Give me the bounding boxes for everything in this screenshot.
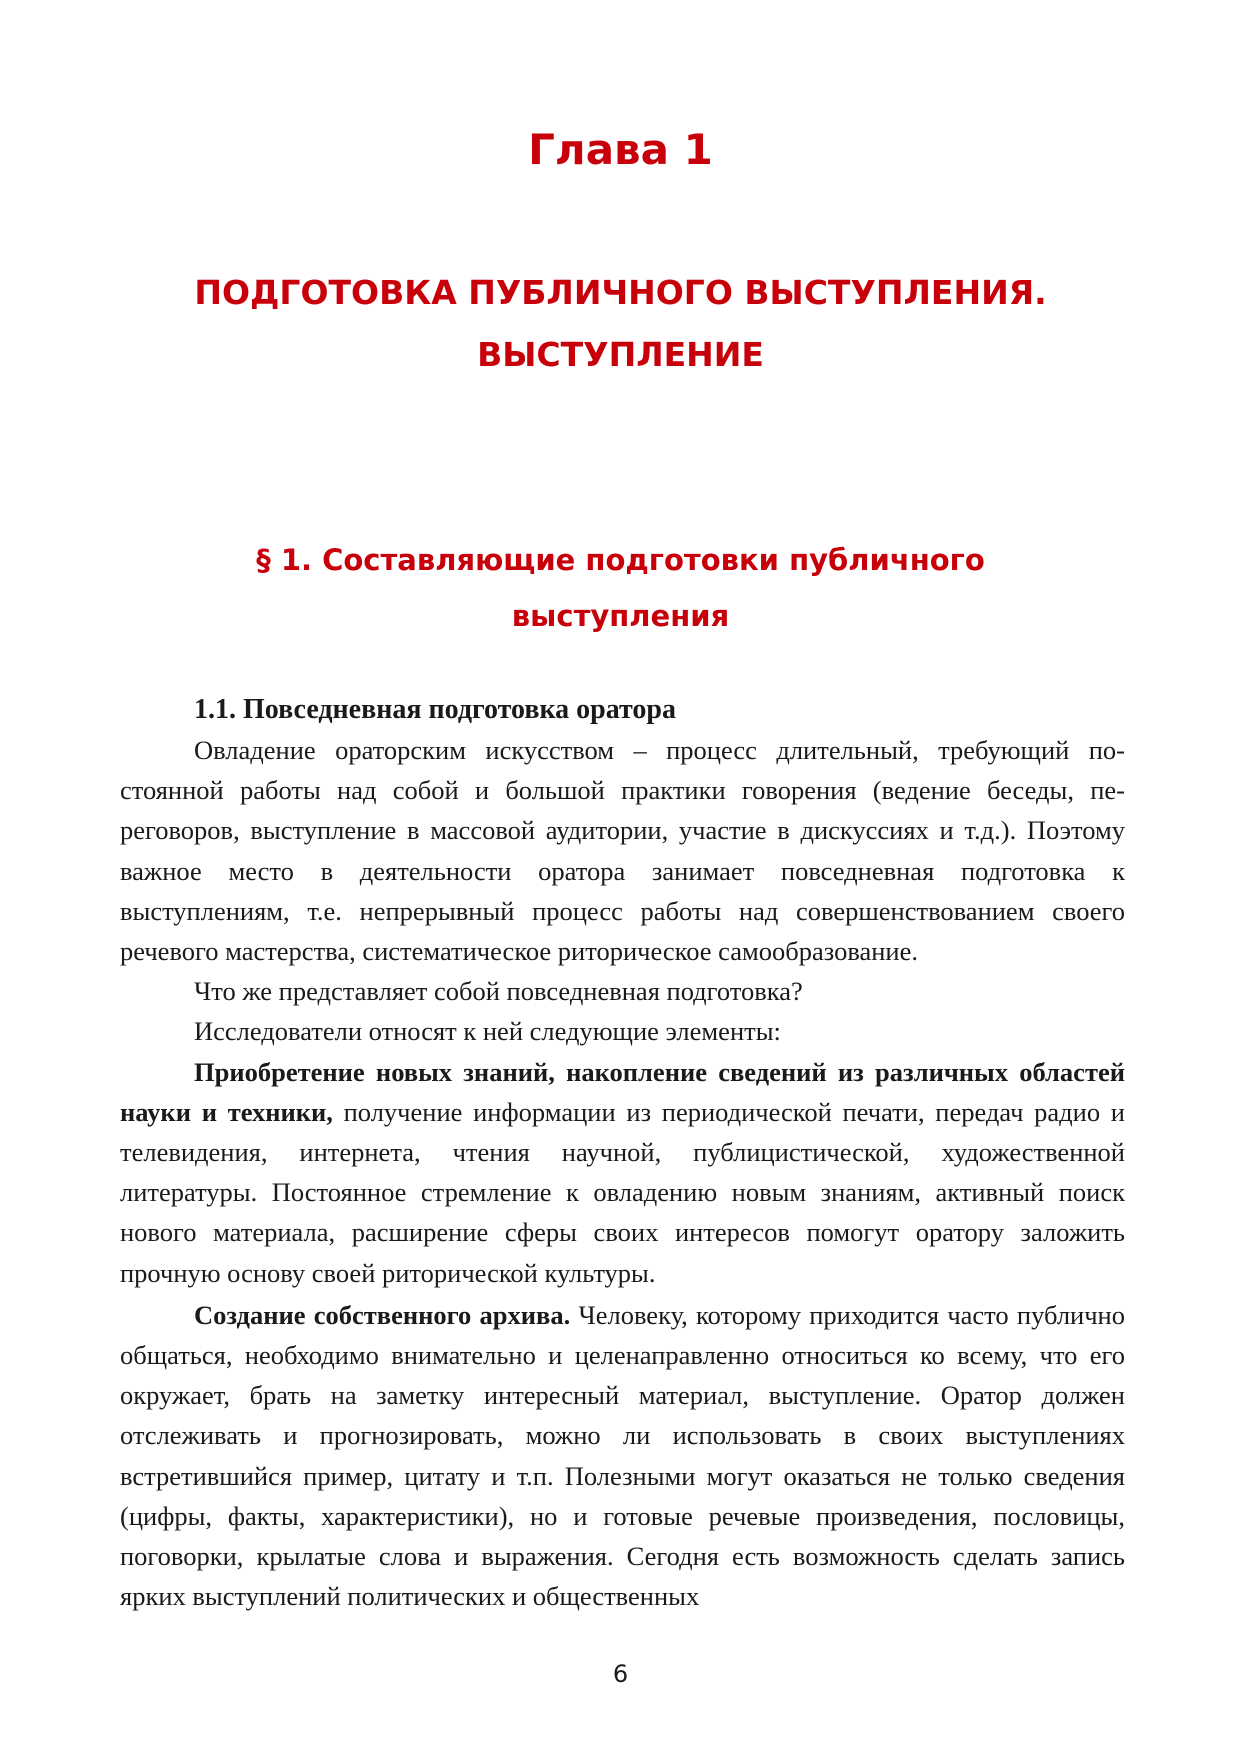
body-text [120, 690, 1125, 1616]
chapter-subtitle-line-1: ПОДГОТОВКА ПУБЛИЧНОГО ВЫСТУПЛЕНИЯ. [194, 273, 1047, 312]
paragraph-1: Овладение ораторским искусством – процесс длительный, требующий постоянной работы над собой и большой практики говорения (ведение беседы, переговоров, выступление в массовой аудитории, участие в дискуссиях и т.д.). Поэтому важное место в деятельности оратора занимает повседневная подготовка к выступлениям, т.е. непрерывный процесс работы над совершенствованием своего речевого мастерства, систематическое риторическое самообразование. [120, 735, 1125, 967]
paragraph-4 [120, 1052, 1125, 1293]
paragraph-3: Исследователи относят к ней следующие элементы: [194, 1016, 781, 1047]
section-title-line-2: выступления [511, 599, 730, 633]
chapter-subtitle [120, 262, 1121, 386]
section-title-line-1: § 1. Составляющие подготовки публичного [256, 543, 985, 577]
paragraph-4-text: получение информации из периодической печати, передач радио и телевидения, интернета, чтения научной, публицистической, художественной литературы. Постоянное стремление к овладению новым знаниям, активный поиск нового материала, расширение сферы своих интересов помогут оратору заложить прочную основу своей риторической культуры. [120, 1096, 1125, 1288]
paragraph-5-bold-lead: Создание собственного архива. [194, 1299, 571, 1330]
subsection-title: 1.1. Повседневная подготовка оратора [194, 694, 676, 725]
paragraph-2: Что же представляет собой повседневная подготовка? [194, 976, 803, 1007]
chapter-title: Глава 1 [528, 125, 713, 174]
chapter-subtitle-line-2: ВЫСТУПЛЕНИЕ [477, 335, 764, 374]
section-title [170, 532, 1071, 644]
paragraph-4-bold-lead: Приобретение новых знаний, накопление сведений из различных областей науки и техники, [120, 1056, 1125, 1127]
page-number: 6 [612, 1660, 629, 1688]
paragraph-5 [120, 1295, 1125, 1617]
paragraph-5-text: Человеку, которому приходится часто публично общаться, необходимо внимательно и целенаправленно относиться ко всему, что его окружает, брать на заметку интересный материал, выступление. Оратор должен отслеживать и прогнозировать, можно ли использовать в своих выступлениях встретившийся пример, цитату и т.п. Полезными могут оказаться не только сведения (цифры, факты, характеристики), но и готовые речевые произведения, пословицы, поговорки, крылатые слова и выражения. Сегодня есть возможность сделать запись ярких выступлений политических и общественных [120, 1299, 1125, 1612]
